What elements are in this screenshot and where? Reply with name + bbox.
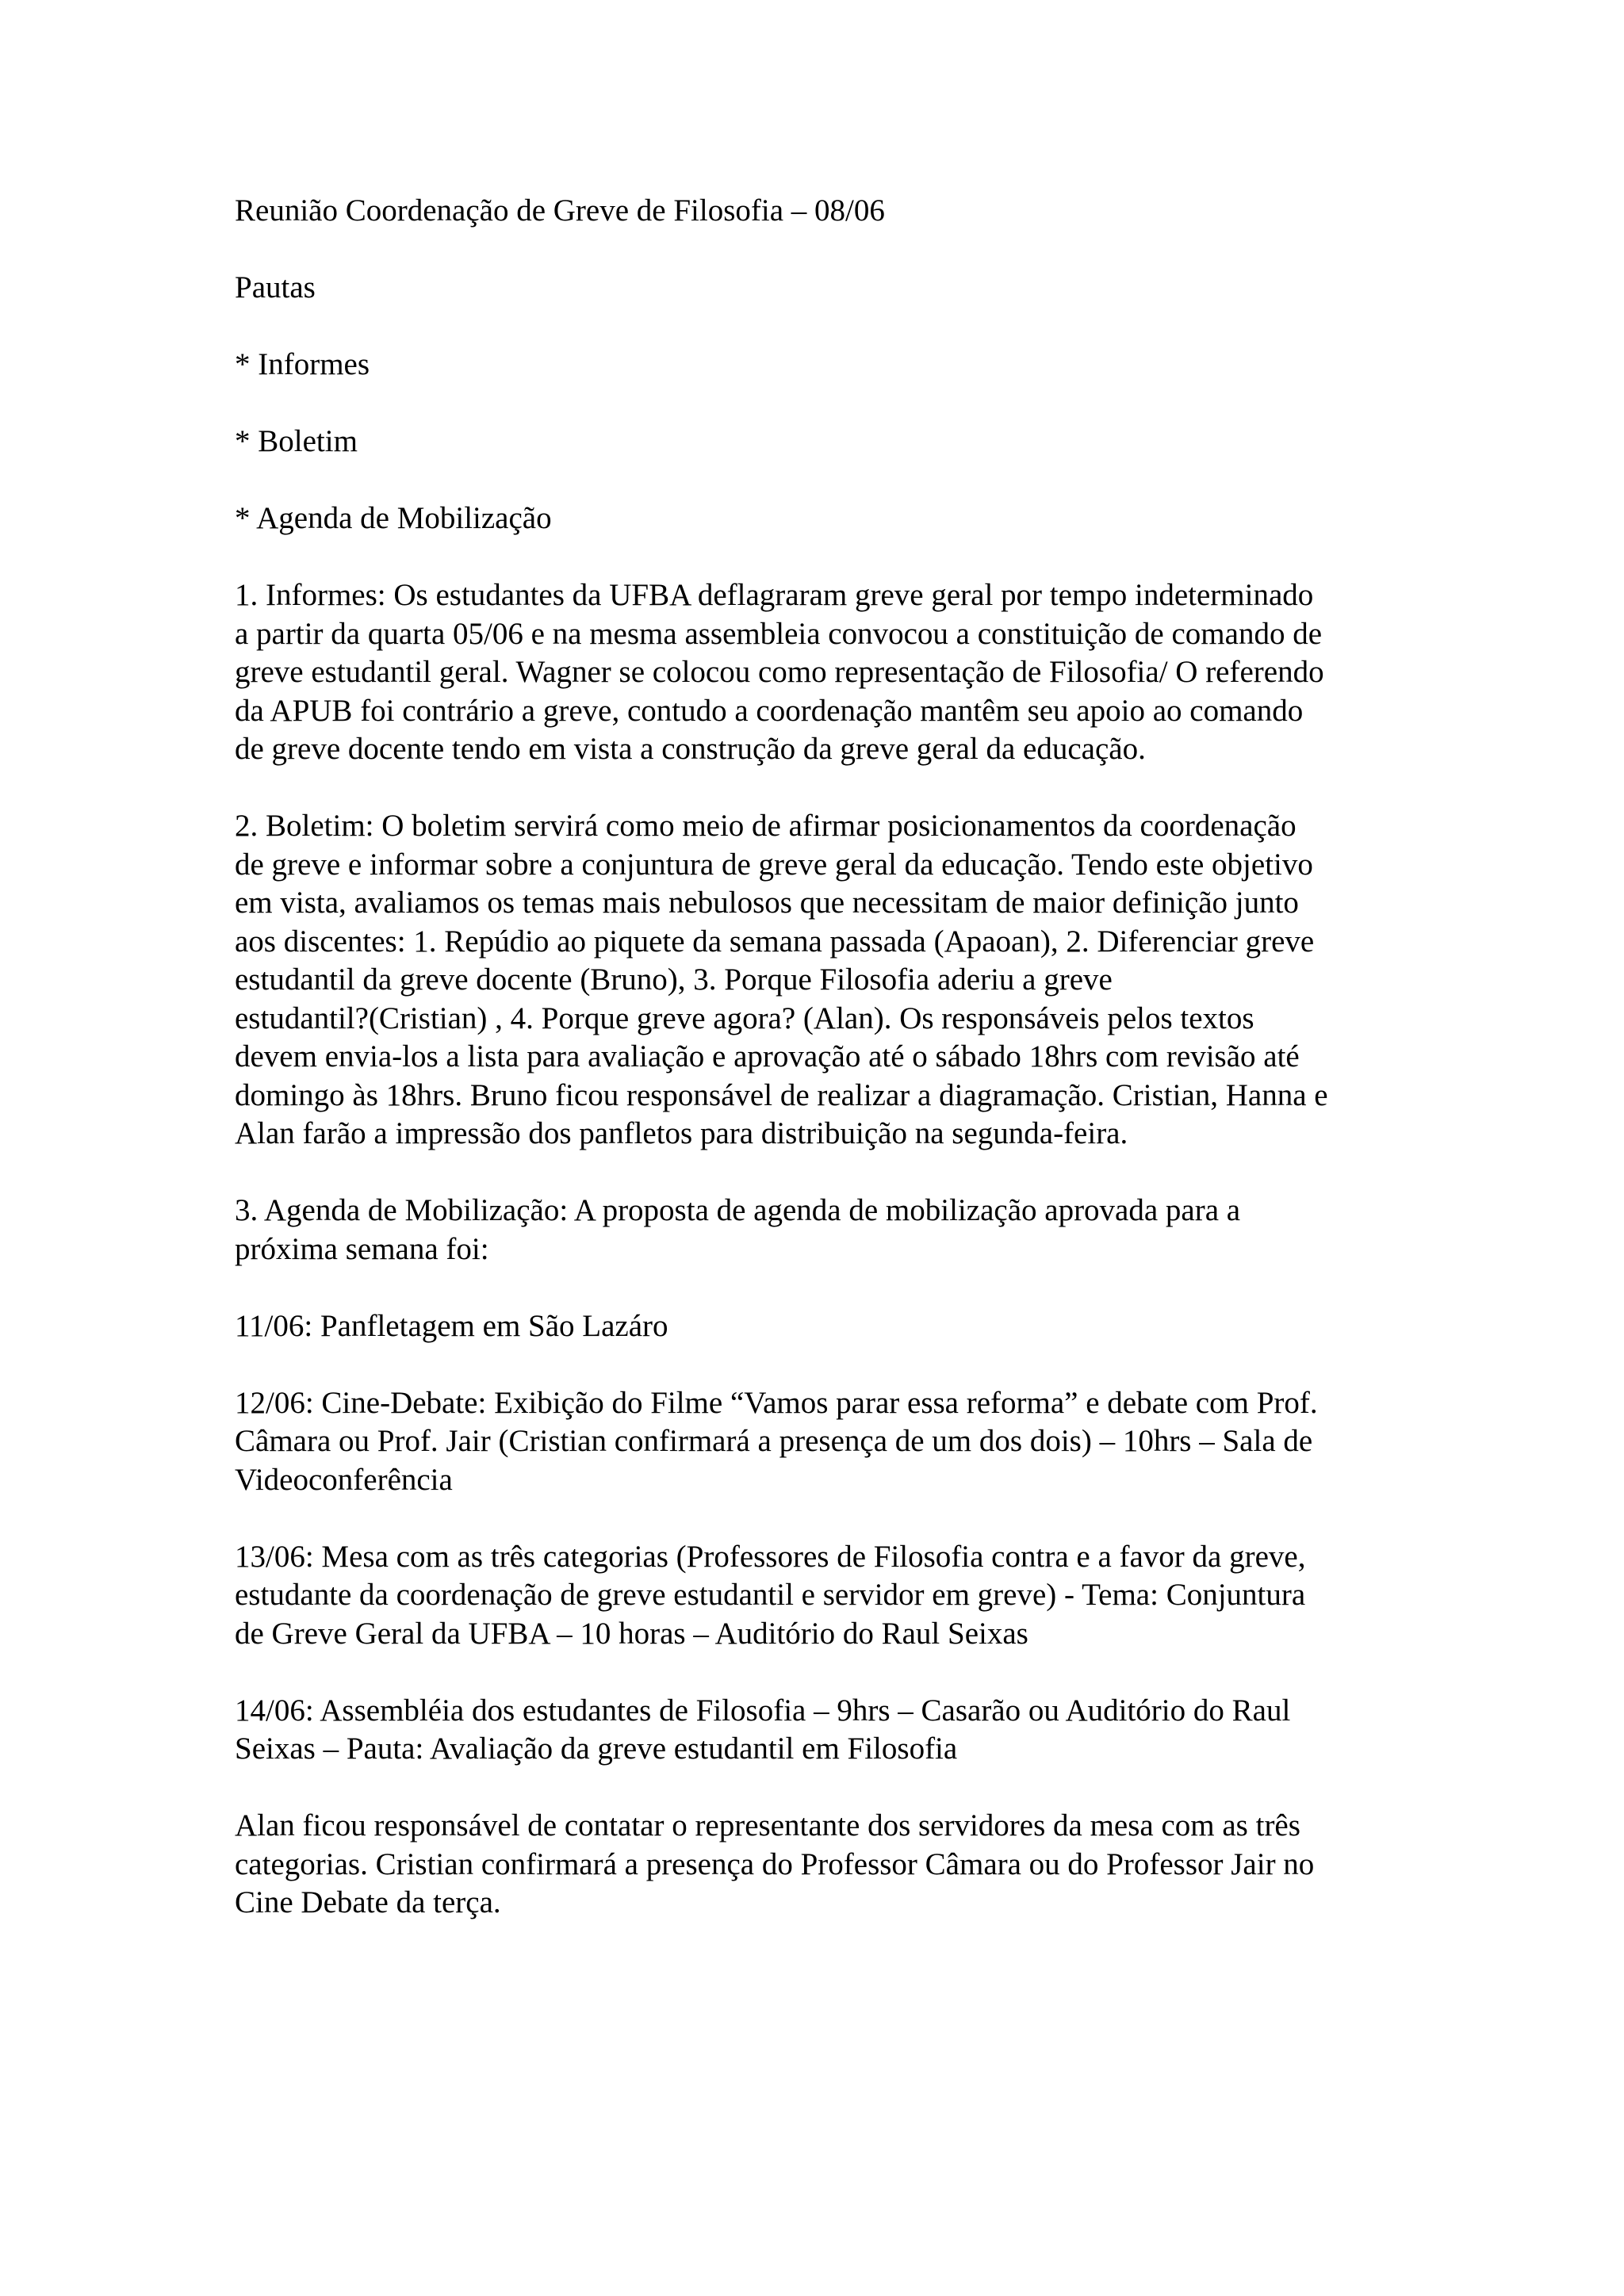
text-line: greve estudantil geral. Wagner se colocou como representação de Filosofia/ O referendo bbox=[235, 655, 1324, 689]
text-line: domingo às 18hrs. Bruno ficou responsável de realizar a diagramação. Cristian, Hanna e bbox=[235, 1077, 1328, 1112]
paragraph-closing-note bbox=[235, 1807, 1424, 1923]
text-line: de greve docente tendo em vista a construção da greve geral da educação. bbox=[235, 732, 1146, 766]
text-line: de greve e informar sobre a conjuntura de greve geral da educação. Tendo este objetivo bbox=[235, 847, 1313, 882]
text-line: em vista, avaliamos os temas mais nebulosos que necessitam de maior definição junto bbox=[235, 886, 1299, 920]
text-line: Alan ficou responsável de contatar o representante dos servidores da mesa com as três bbox=[235, 1808, 1300, 1843]
text-line: 12/06: Cine-Debate: Exibição do Filme “Vamos parar essa reforma” e debate com Prof. bbox=[235, 1385, 1318, 1420]
text-line: devem envia-los a lista para avaliação e aprovação até o sábado 18hrs com revisão até bbox=[235, 1039, 1300, 1073]
text-line: estudantil da greve docente (Bruno), 3. Porque Filosofia aderiu a greve bbox=[235, 962, 1113, 997]
paragraph-item-3-agenda bbox=[235, 1192, 1424, 1269]
text-line: * Informes bbox=[235, 347, 370, 381]
text-line: de Greve Geral da UFBA – 10 horas – Auditório do Raul Seixas bbox=[235, 1616, 1028, 1651]
text-line: Alan farão a impressão dos panfletos para distribuição na segunda-feira. bbox=[235, 1116, 1128, 1150]
paragraph-agenda-12-06 bbox=[235, 1384, 1424, 1500]
text-line: Videoconferência bbox=[235, 1462, 453, 1497]
paragraph-title bbox=[235, 192, 1424, 231]
text-line: a partir da quarta 05/06 e na mesma assembleia convocou a constituição de comando de bbox=[235, 616, 1322, 651]
paragraph-agenda-14-06 bbox=[235, 1692, 1424, 1769]
text-line: 3. Agenda de Mobilização: A proposta de agenda de mobilização aprovada para a bbox=[235, 1193, 1241, 1227]
paragraph-item-2-boletim bbox=[235, 807, 1424, 1154]
text-line: aos discentes: 1. Repúdio ao piquete da semana passada (Apaoan), 2. Diferenciar greve bbox=[235, 924, 1315, 959]
text-line: * Agenda de Mobilização bbox=[235, 501, 552, 535]
text-line: 1. Informes: Os estudantes da UFBA deflagraram greve geral por tempo indeterminado bbox=[235, 578, 1314, 612]
paragraph-agenda-11-06 bbox=[235, 1307, 1424, 1346]
paragraph-pauta-boletim bbox=[235, 423, 1424, 461]
text-line: próxima semana foi: bbox=[235, 1231, 489, 1266]
text-line: Seixas – Pauta: Avaliação da greve estudantil em Filosofia bbox=[235, 1732, 958, 1766]
paragraph-agenda-13-06 bbox=[235, 1538, 1424, 1654]
document-body bbox=[235, 192, 1424, 1923]
paragraph-item-1-informes bbox=[235, 576, 1424, 769]
text-line: estudante da coordenação de greve estudantil e servidor em greve) - Tema: Conjuntura bbox=[235, 1578, 1306, 1612]
text-line: da APUB foi contrário a greve, contudo a coordenação mantêm seu apoio ao comando bbox=[235, 693, 1304, 728]
text-line: estudantil?(Cristian) , 4. Porque greve agora? (Alan). Os responsáveis pelos textos bbox=[235, 1001, 1254, 1035]
text-line: * Boletim bbox=[235, 424, 358, 458]
text-line: categorias. Cristian confirmará a presença do Professor Câmara ou do Professor Jair no bbox=[235, 1846, 1315, 1881]
text-line: 11/06: Panfletagem em São Lazáro bbox=[235, 1308, 668, 1343]
text-line: Reunião Coordenação de Greve de Filosofia – 08/06 bbox=[235, 193, 885, 228]
paragraph-pauta-informes bbox=[235, 346, 1424, 385]
text-line: Cine Debate da terça. bbox=[235, 1885, 501, 1919]
text-line: 2. Boletim: O boletim servirá como meio de afirmar posicionamentos da coordenação bbox=[235, 809, 1297, 843]
text-line: Câmara ou Prof. Jair (Cristian confirmará a presença de um dos dois) – 10hrs – Sala de bbox=[235, 1424, 1313, 1458]
paragraph-pauta-agenda bbox=[235, 499, 1424, 538]
text-line: Pautas bbox=[235, 270, 316, 304]
paragraph-pautas-heading bbox=[235, 269, 1424, 308]
text-line: 13/06: Mesa com as três categorias (Professores de Filosofia contra e a favor da greve, bbox=[235, 1539, 1306, 1574]
text-line: 14/06: Assembléia dos estudantes de Filosofia – 9hrs – Casarão ou Auditório do Raul bbox=[235, 1693, 1291, 1728]
